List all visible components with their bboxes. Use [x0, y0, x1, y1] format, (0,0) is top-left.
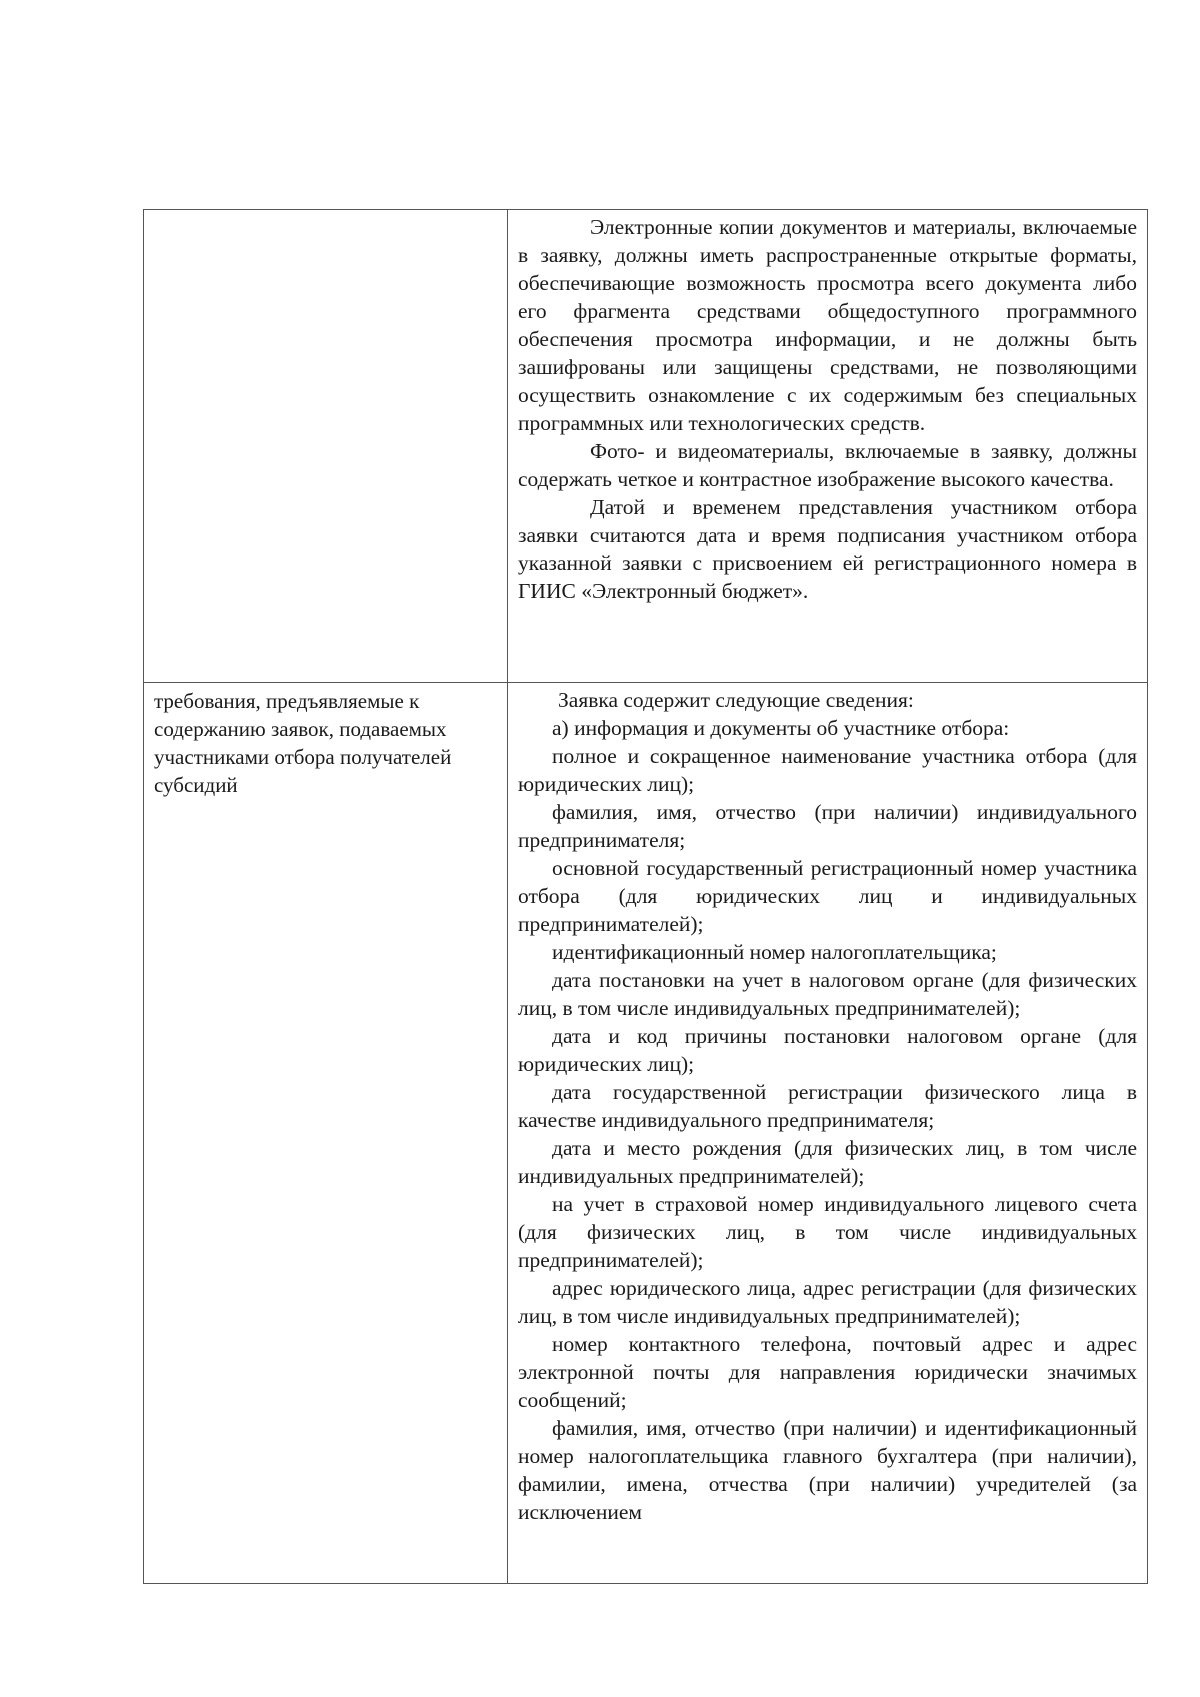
cell-text — [144, 210, 507, 220]
table-cell-left — [144, 683, 508, 1584]
list-item: дата и место рождения (для физических лиц, в том числе индивидуальных предпринимателей); — [518, 1136, 1137, 1188]
cell-content — [508, 210, 1147, 609]
list-item: адрес юридического лица, адрес регистрации (для физических лиц, в том числе индивидуальных предпринимателей); — [518, 1276, 1137, 1328]
list-item: фамилия, имя, отчество (при наличии) индивидуального предпринимателя; — [518, 800, 1137, 852]
list-item: дата и код причины постановки налоговом органе (для юридических лиц); — [518, 1024, 1137, 1076]
list-item: на учет в страховой номер индивидуального лицевого счета (для физических лиц, в том числе индивидуальных предпринимателей); — [518, 1192, 1137, 1272]
paragraph: Фото- и видеоматериалы, включаемые в заявку, должны содержать четкое и контрастное изображение высокого качества. — [518, 439, 1137, 491]
cell-content — [508, 683, 1147, 1530]
table-cell-right — [508, 683, 1148, 1584]
list-item: номер контактного телефона, почтовый адрес и адрес электронной почты для направления юридически значимых сообщений; — [518, 1332, 1137, 1412]
table-row — [144, 683, 1148, 1584]
requirements-label: требования, предъявляемые к содержанию заявок, подаваемых участниками отбора получателей субсидий — [154, 689, 452, 797]
list-item: идентификационный номер налогоплательщика; — [552, 940, 997, 964]
paragraph: Датой и временем представления участником отбора заявки считаются дата и время подписания участником отбора указанной заявки с присвоением ей регистрационного номера в ГИИС «Электронный бюджет». — [518, 495, 1137, 603]
document-table — [143, 209, 1148, 1584]
list-item: фамилия, имя, отчество (при наличии) и идентификационный номер налогоплательщика главного бухгалтера (при наличии), фамилии, имена, отчества (при наличии) учредителей (за исключением — [518, 1416, 1137, 1524]
list-item: полное и сокращенное наименование участника отбора (для юридических лиц); — [518, 744, 1137, 796]
table-cell-left — [144, 210, 508, 683]
list-item: а) информация и документы об участнике отбора: — [552, 716, 1010, 740]
list-item: дата государственной регистрации физического лица в качестве индивидуального предпринимателя; — [518, 1080, 1137, 1132]
table-cell-right — [508, 210, 1148, 683]
list-item: дата постановки на учет в налоговом органе (для физических лиц, в том числе индивидуальных предпринимателей); — [518, 968, 1137, 1020]
paragraph: Электронные копии документов и материалы, включаемые в заявку, должны иметь распространенные открытые форматы, обеспечивающие возможность просмотра всего документа либо его фрагмента средствами общедоступного программного обеспечения просмотра информации, и не должны быть зашифрованы или защищены средствами, не позволяющими осуществить ознакомление с их содержимым без специальных программных или технологических средств. — [518, 215, 1137, 435]
table-row — [144, 210, 1148, 683]
section-heading: Заявка содержит следующие сведения: — [558, 688, 914, 712]
list-item: основной государственный регистрационный номер участника отбора (для юридических лиц и индивидуальных предпринимателей); — [518, 856, 1137, 936]
